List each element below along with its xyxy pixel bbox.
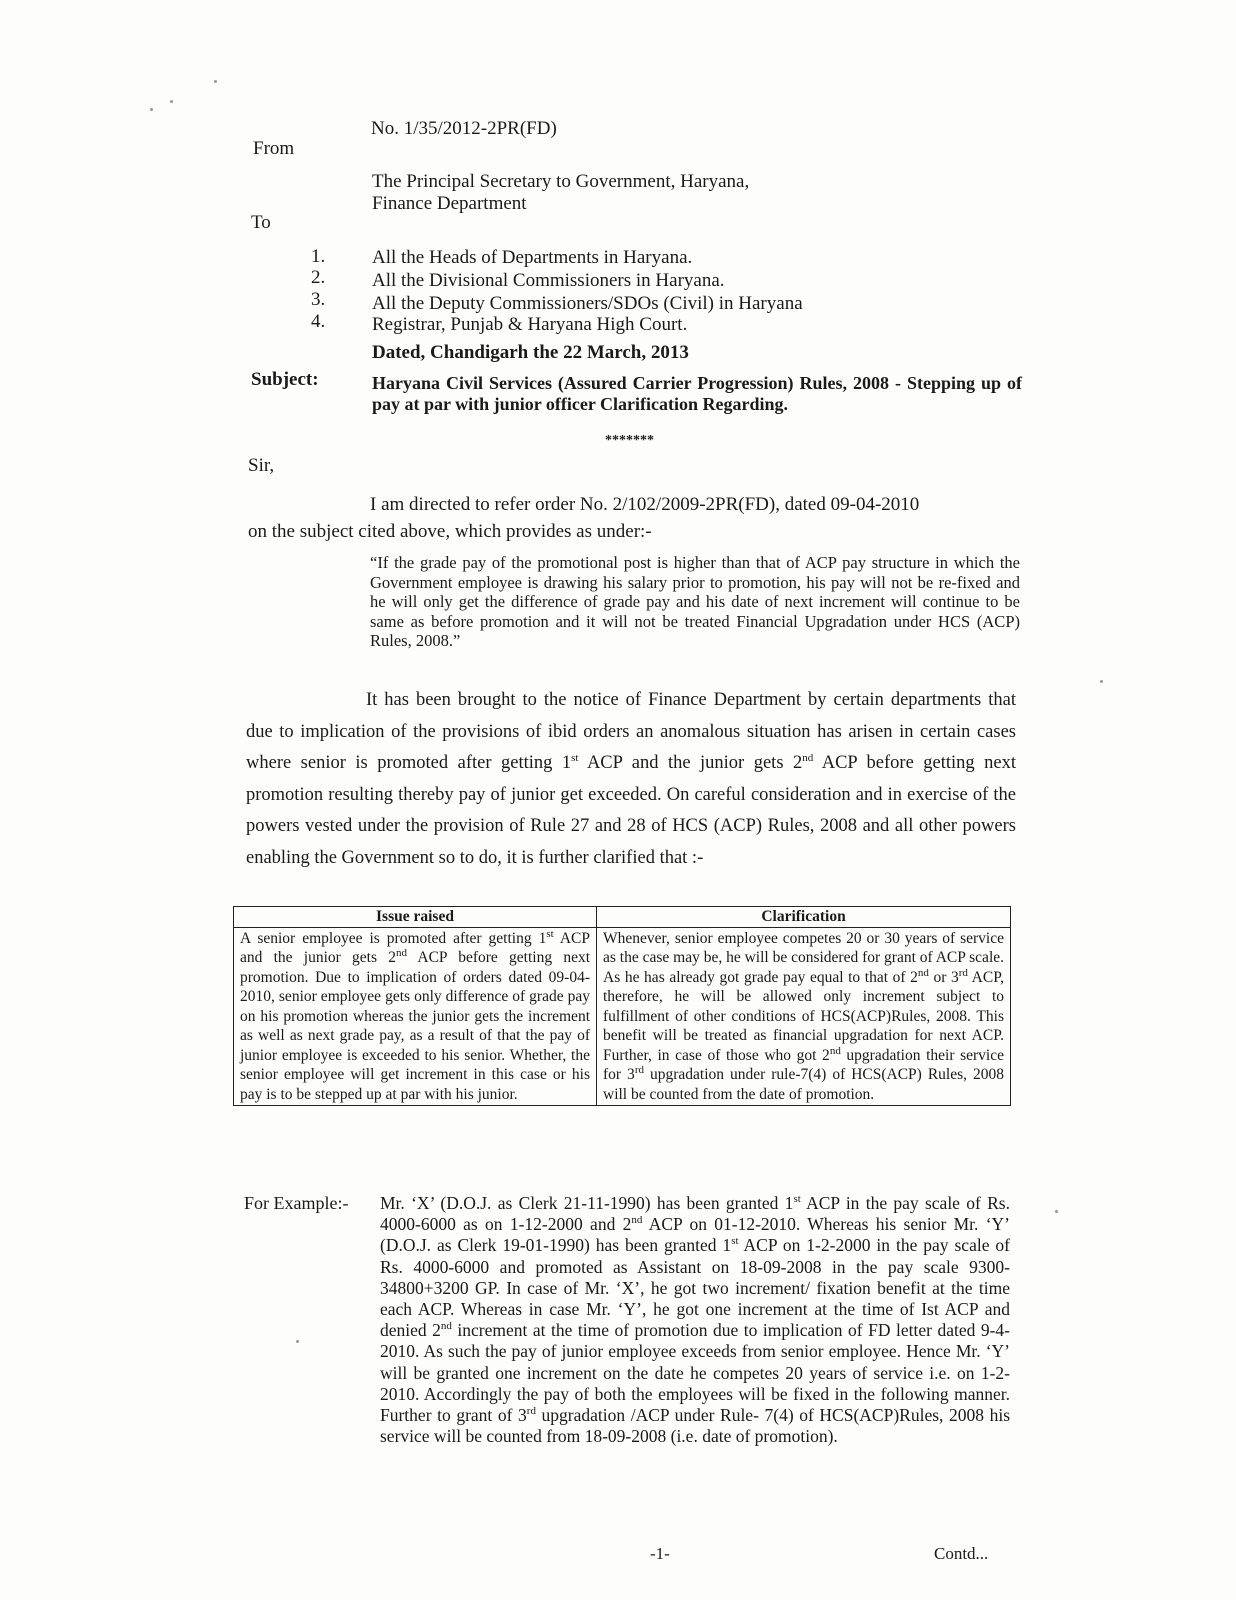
issue-cell: A senior employee is promoted after getting 1st ACP and the junior gets 2nd ACP before getting next promotion. Due to implication of orders dated 09-04-2010, senior employee gets only difference of grade pay on his promotion whereas the junior gets the increment as well as next grade pay, as a result of that the pay of junior employee is exceeded to his senior. Whether, the senior employee will get increment in this case or his pay is to be stepped up at par with his junior.	[234, 927, 597, 1106]
recipient-number: 3.	[311, 289, 326, 310]
to-label: To	[251, 212, 271, 233]
recipient-item: Registrar, Punjab & Haryana High Court.	[372, 314, 688, 335]
recipient-item: All the Deputy Commissioners/SDOs (Civil) in Haryana	[372, 293, 803, 314]
scan-speck	[296, 1340, 299, 1343]
sender-department: Finance Department	[372, 193, 527, 214]
salutation: Sir,	[248, 455, 275, 476]
example-label: For Example:-	[244, 1193, 349, 1213]
separator-stars: *******	[605, 433, 654, 448]
date-line: Dated, Chandigarh the 22 March, 2013	[372, 342, 689, 363]
recipient-number: 2.	[311, 267, 326, 288]
scan-speck	[150, 108, 153, 111]
scan-speck	[1100, 680, 1103, 683]
sender-title: The Principal Secretary to Government, Haryana,	[372, 171, 750, 192]
from-label: From	[253, 138, 295, 159]
clarification-table	[233, 906, 1011, 1106]
header-clarification: Clarification	[597, 907, 1011, 928]
letter-number: No. 1/35/2012-2PR(FD)	[371, 118, 557, 139]
subject-text: Haryana Civil Services (Assured Carrier Progression) Rules, 2008 - Stepping up of pay at par with junior officer Clarification Regarding.	[372, 373, 1022, 414]
para1-line2: on the subject cited above, which provides as under:-	[248, 521, 652, 542]
table-row	[234, 927, 1011, 1106]
para2: It has been brought to the notice of Finance Department by certain departments that due to implication of the provisions of ibid orders an anomalous situation has arisen in certain cases where senior is promoted after getting 1st ACP and the junior gets 2nd ACP before getting next promotion resulting thereby pay of junior get exceeded. On careful consideration and in exercise of the powers vested under the provision of Rule 27 and 28 of HCS (ACP) Rules, 2008 and all other powers enabling the Government so to do, it is further clarified that :-	[246, 690, 1016, 868]
subject-label: Subject:	[251, 369, 319, 390]
para1-line1: I am directed to refer order No. 2/102/2009-2PR(FD), dated 09-04-2010	[370, 494, 920, 515]
scan-speck	[214, 80, 217, 83]
recipient-item: All the Divisional Commissioners in Haryana.	[372, 270, 725, 291]
recipient-number: 4.	[311, 311, 326, 332]
clarification-cell: Whenever, senior employee competes 20 or 30 years of service as the case may be, he will be considered for grant of ACP scale. As he has already got grade pay equal to that of 2nd or 3rd ACP, therefore, he will be allowed only increment subject to fulfillment of other conditions of HCS(ACP)Rules, 2008. This benefit will be treated as financial upgradation for next ACP. Further, in case of those who got 2nd upgradation their service for 3rd upgradation under rule-7(4) of HCS(ACP) Rules, 2008 will be counted from the date of promotion.	[597, 927, 1011, 1106]
quoted-order: “If the grade pay of the promotional post is higher than that of ACP pay structure in which the Government employee is drawing his salary prior to promotion, his pay will not be re-fixed and he will only get the difference of grade pay and his date of next increment will continue to be same as before promotion and it will not be treated Financial Upgradation under HCS (ACP) Rules, 2008.”	[370, 553, 1020, 650]
continued-marker: Contd...	[934, 1544, 989, 1563]
scan-speck	[1055, 1210, 1058, 1213]
scan-speck	[170, 100, 173, 103]
recipient-item: All the Heads of Departments in Haryana.	[372, 247, 693, 268]
example-body: Mr. ‘X’ (D.O.J. as Clerk 21-11-1990) has been granted 1st ACP in the pay scale of Rs. 4000-6000 as on 1-12-2000 and 2nd ACP on 01-12-2010. Whereas his senior Mr. ‘Y’ (D.O.J. as Clerk 19-01-1990) has been granted 1st ACP on 1-2-2000 in the pay scale of Rs. 4000-6000 and promoted as Assistant on 18-09-2008 in the pay scale 9300-34800+3200 GP. In case of Mr. ‘X’, he got two increment/ fixation benefit at the time each ACP. Whereas in case Mr. ‘Y’, he got one increment at the time of Ist ACP and denied 2nd increment at the time of promotion due to implication of FD letter dated 9-4-2010. As such the pay of junior employee exceeds from senior employee. Hence Mr. ‘Y’ will be granted one increment on the date he competes 20 years of service i.e. on 1-2-2010. Accordingly the pay of both the employees will be fixed in the following manner. Further to grant of 3rd upgradation /ACP under Rule- 7(4) of HCS(ACP)Rules, 2008 his service will be counted from 18-09-2008 (i.e. date of promotion).	[380, 1193, 1011, 1447]
recipient-number: 1.	[311, 246, 326, 267]
header-issue-raised: Issue raised	[234, 907, 597, 928]
page-number: -1-	[650, 1544, 670, 1563]
